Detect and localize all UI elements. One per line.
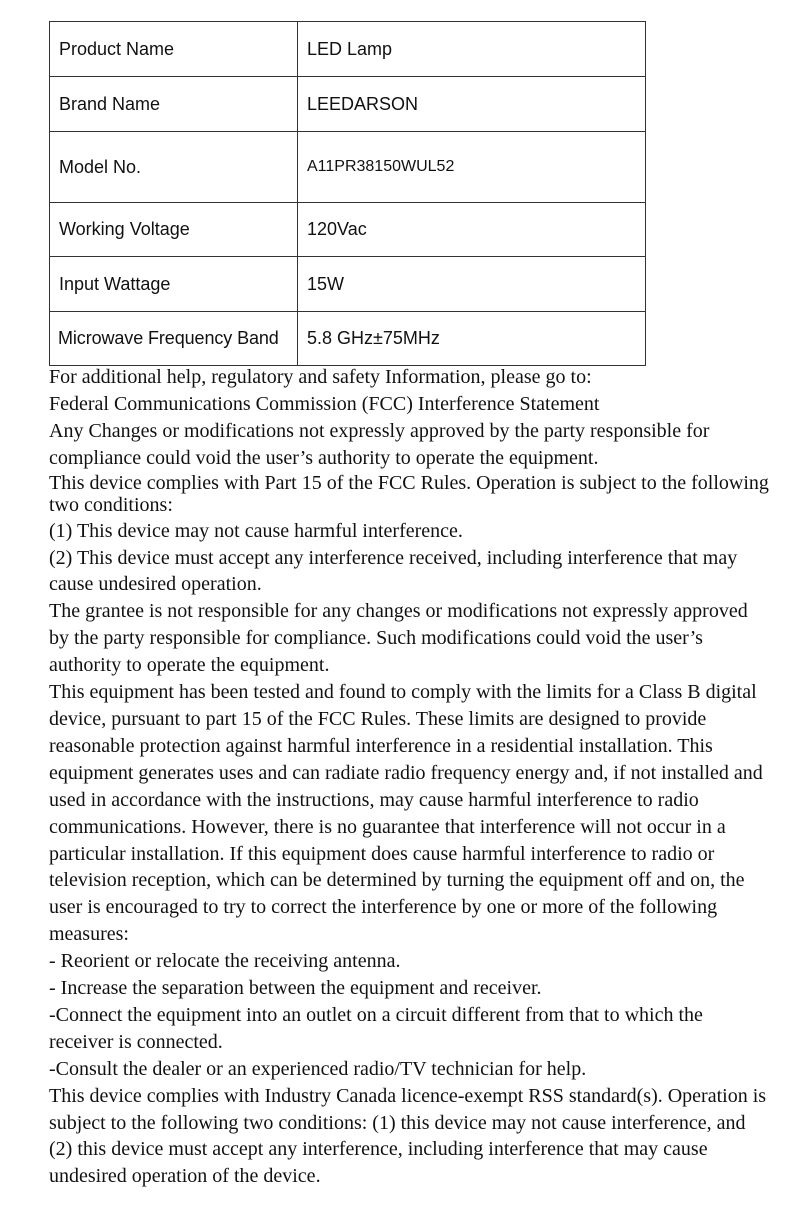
spec-label: Brand Name	[50, 77, 298, 132]
table-row	[50, 132, 646, 203]
condition-2: (2) This device must accept any interference received, including interference that may cause undesired operation.	[49, 546, 738, 596]
changes-warning: Any Changes or modifications not expressly approved by the party responsible for compliance could void the user’s authority to operate the equipment.	[49, 419, 710, 469]
table-row	[50, 257, 646, 312]
part15-intro: This device complies with Part 15 of the FCC Rules. Operation is subject to the following two conditions:	[49, 471, 769, 516]
measure-item: - Reorient or relocate the receiving antenna.	[49, 950, 401, 973]
spec-label: Model No.	[50, 132, 298, 203]
condition-1: (1) This device may not cause harmful interference.	[49, 519, 463, 542]
table-row	[50, 203, 646, 257]
spec-label: Microwave Frequency Band	[50, 312, 298, 366]
table-row	[50, 22, 646, 77]
spec-label: Working Voltage	[50, 203, 298, 257]
spec-label: Product Name	[50, 22, 298, 77]
product-spec-table	[49, 21, 646, 366]
ic-statement: This device complies with Industry Canada licence-exempt RSS standard(s). Operation is subject to the following two conditions: (1) this device may not cause interference, and (2) this device must accept any interference, including interference that may cause undesired operation of the device.	[49, 1084, 767, 1188]
measure-item: -Consult the dealer or an experienced radio/TV technician for help.	[49, 1057, 587, 1080]
class-b-notice: This equipment has been tested and found to comply with the limits for a Class B digital device, pursuant to part 15 of the FCC Rules. These limits are designed to provide reasonable protection against harmful interference in a residential installation. This equipment generates uses and can radiate radio frequency energy and, if not installed and used in accordance with the instructions, may cause harmful interference to radio communications. However, there is no guarantee that interference will not occur in a particular installation. If this equipment does cause harmful interference to radio or television reception, which can be determined by turning the equipment off and on, the user is encouraged to try to correct the interference by one or more of the following measures:	[49, 681, 763, 946]
help-intro: For additional help, regulatory and safety Information, please go to:	[49, 366, 592, 388]
spec-value: LEEDARSON	[298, 77, 646, 132]
spec-value: LED Lamp	[298, 22, 646, 77]
fcc-heading: Federal Communications Commission (FCC) Interference Statement	[49, 392, 600, 415]
grantee-notice: The grantee is not responsible for any changes or modifications not expressly approved by the party responsible for compliance. Such modifications could void the user’s authority to operate the equipment.	[49, 600, 748, 677]
spec-value: A11PR38150WUL52	[298, 132, 646, 203]
fcc-statement	[49, 364, 769, 1190]
measure-item: - Increase the separation between the equipment and receiver.	[49, 977, 542, 1000]
spec-label: Input Wattage	[50, 257, 298, 312]
spec-value: 5.8 GHz±75MHz	[298, 312, 646, 366]
spec-value: 15W	[298, 257, 646, 312]
measure-item: -Connect the equipment into an outlet on a circuit different from that to which the receiver is connected.	[49, 1003, 703, 1053]
table-row	[50, 77, 646, 132]
table-row	[50, 312, 646, 366]
spec-value: 120Vac	[298, 203, 646, 257]
